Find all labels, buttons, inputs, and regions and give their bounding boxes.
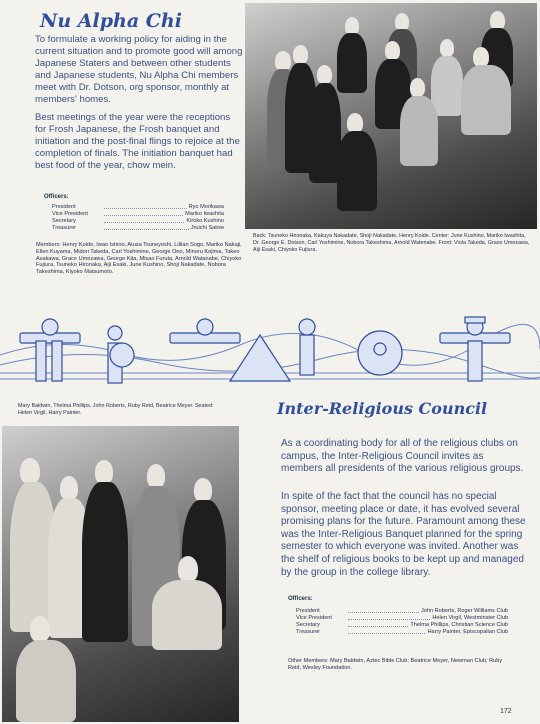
officer-role: President [296,608,320,614]
officer-row [52,225,224,232]
irc-paragraph-1: As a coordinating body for all of the religious clubs on campus, the Inter-Religious Council invites as members all presidents of the various religious groups. [281,438,524,475]
nu-alpha-chi-photo-caption: Back: Tsuneko Hironaka, Kakuya Nakadate, Shoji Nakadate, Henry Koide. Center: June Kushino, Mariko Iwashita, Dr. George E. Dotson, Carl Yoshimine, Nobora Takeshima, Arnold Watenabe. Front: Viola Takeda, Grace Umezawa, Aiji Esaki, Chiyoko Fujiura. [253,233,530,253]
officer-row [52,211,224,218]
officer-name: Jruichi Satow [190,225,224,231]
officer-name: Ryo Morikawa [188,204,224,210]
officer-name: Helen Virgil, Westminster Club [432,615,508,621]
officer-name: John Roberts, Roger Williams Club [420,608,508,614]
officer-role: Secretary [296,622,320,628]
officer-name: Mariko Iwashita [185,211,224,217]
irc-group-photo [2,426,239,722]
nu-alpha-chi-paragraph-2: Best meetings of the year were the receptions for Frosh Japanese, the Frosh banquet and initiation and the post-final flings to rejoice at the completion of finals. The initiation banquet had best food of the year, chow mein. [35,112,240,172]
officer-row [296,622,508,629]
officer-row [296,608,508,615]
officer-role: President [52,204,76,210]
irc-paragraph-2: In spite of the fact that the council has no special sponsor, meeting place or date, it has evolved several promising plans for the future. Paramount among these was the Inter-Religious Banquet planned for the spring semester to which everyone was invited. Another was the shelf of religious books to be kept up and managed by the group in the college library. [281,491,526,578]
irc-officers-list [296,608,508,636]
officer-role: Vice President [52,211,88,217]
nu-alpha-chi-officers-list [52,204,224,232]
officer-row [52,204,224,211]
decorative-banner-illustration [0,315,540,395]
irc-title: Inter-Religious Council [277,399,488,418]
officer-role: Treasurer [296,629,321,635]
irc-officers-label: Officers: [288,596,313,602]
officer-row [296,615,508,622]
officer-name: Thelma Phillips, Christian Science Club [410,622,508,628]
officer-role: Secretary [52,218,76,224]
officer-role: Treasurer [52,225,77,231]
irc-other-members: Other Members: Mary Baldwin, Aztec Bible Club; Beatrice Meyer, Newman Club; Ruby Reid, Wesley Foundation. [288,658,503,671]
nu-alpha-chi-paragraph-1: To formulate a working policy for aiding in the current situation and to promote good will among Japanese Staters and between other students and Japanese students, Nu Alpha Chi members meet with Dr. Dotson, org sponsor, monthly at members' homes. [35,34,243,106]
nu-alpha-chi-group-photo [245,3,537,229]
officer-role: Vice President [296,615,332,621]
officer-row [52,218,224,225]
page-number: 172 [500,708,512,715]
officer-row [296,629,508,636]
officer-name: Kiroko Kushino [186,218,224,224]
nu-alpha-chi-members: Members: Henry Koide, Iwao Ishino, Atusa Tsuneyoshi, Lillian Sogo, Mariko Nakaji, Ellen Kuyama, Midori Takeda, Carl Yoshimine, George Ono, Minoru Kojima, Takeo Asakawa, Grace Umezawa, George Kita, Misao Furuta, Arnold Watanabe, Chiyoko Fujiura, Tsuneko Hironaka, Aiji Esaki, June Kushino, Shoji Nakadate, Nobora Takeshima, Kiyoko Matsumoto. [36,242,242,276]
officer-name: Harry Painter, Episcopalian Club [427,629,508,635]
irc-photo-caption: Mary Baldwin, Thelma Phillips, John Roberts, Ruby Reid, Beatrice Meyer. Seated: Helen Virgil, Harry Painter. [18,403,214,416]
nu-alpha-chi-officers-label: Officers: [44,194,69,200]
nu-alpha-chi-title: Nu Alpha Chi [40,10,182,32]
